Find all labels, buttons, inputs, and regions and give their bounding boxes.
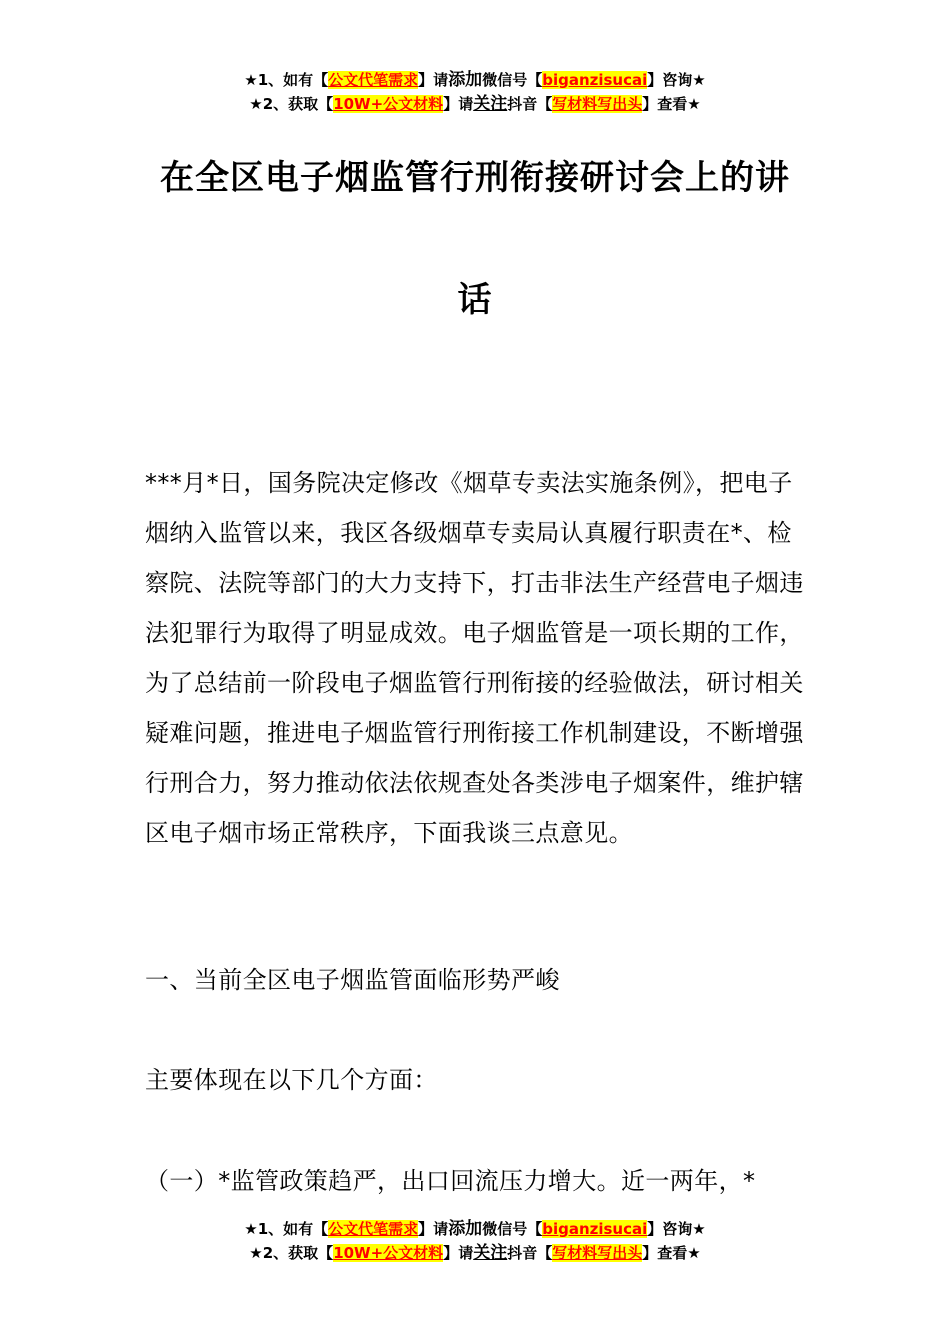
ad-highlight-wechat-id: biganzisucai [542,1220,648,1238]
ad-highlight-service: 公文代笔需求 [328,71,419,89]
ad-line-1: ★1、如有【公文代笔需求】请添加微信号【biganzisucai】咨询★ [244,1219,706,1239]
ad-highlight-materials: 10W+公文材料 [333,1244,444,1262]
footer-ad-banner [0,1217,950,1265]
ad-highlight-service: 公文代笔需求 [328,1220,419,1238]
subsection-1-text: （一）*监管政策趋严，出口回流压力增大。近一两年，* [145,1167,756,1195]
header-ad-banner [0,68,950,116]
ad-line-1: ★1、如有【公文代笔需求】请添加微信号【biganzisucai】咨询★ [244,70,706,90]
document-title-line-2: 话 [457,280,493,320]
intro-paragraph: ***月*日，国务院决定修改《烟草专卖法实施条例》，把电子烟纳入监管以来，我区各级烟草专卖局认真履行职责在*、检察院、法院等部门的大力支持下，打击非法生产经营电子烟违法犯罪行为取得了明显成效。电子烟监管是一项长期的工作，为了总结前一阶段电子烟监管行刑衔接的经验做法，研讨相关疑难问题，推进电子烟监管行刑衔接工作机制建设，不断增强行刑合力，努力推动依法依规查处各类涉电子烟案件，维护辖区电子烟市场正常秩序，下面我谈三点意见。 [145,469,804,847]
ad-highlight-materials: 10W+公文材料 [333,95,444,113]
ad-highlight-wechat-id: biganzisucai [542,71,648,89]
ad-highlight-douyin: 写材料写出头 [552,1244,643,1262]
ad-highlight-douyin: 写材料写出头 [552,95,643,113]
ad-line-2: ★2、获取【10W+公文材料】请关注抖音【写材料写出头】查看★ [249,94,701,114]
document-title-line-1: 在全区电子烟监管行刑衔接研讨会上的讲 [160,158,790,198]
ad-line-2: ★2、获取【10W+公文材料】请关注抖音【写材料写出头】查看★ [249,1243,701,1263]
aspects-intro: 主要体现在以下几个方面： [145,1066,438,1094]
section-1-heading: 一、当前全区电子烟监管面临形势严峻 [145,966,560,994]
